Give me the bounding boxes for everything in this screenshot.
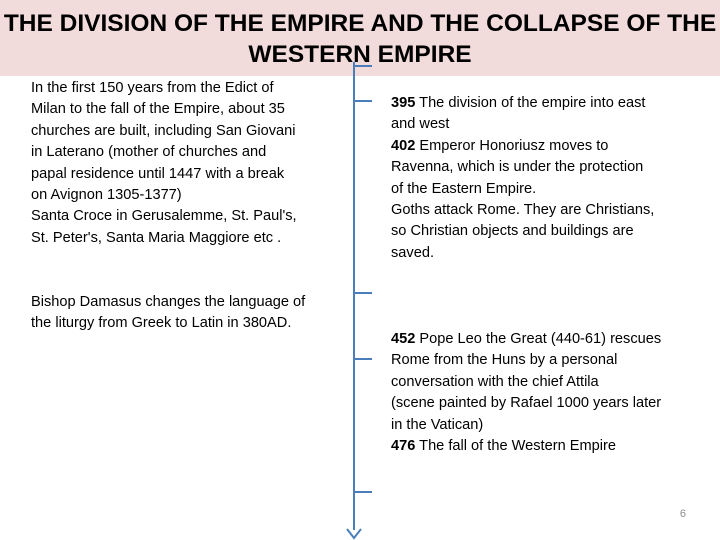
event-452-cont: Rome from the Huns by a personal <box>391 352 618 369</box>
event-402-cont: of the Eastern Empire. <box>391 180 537 197</box>
left-line: papal residence until 1447 with a break <box>31 165 285 182</box>
year-395: 395 <box>391 95 416 111</box>
left-line: Bishop Damasus changes the language of <box>31 294 306 311</box>
left-line: St. Peter's, Santa Maria Maggiore etc . <box>31 229 282 246</box>
event-395-cont: and west <box>391 116 450 133</box>
left-line: Milan to the fall of the Empire, about 35 <box>31 101 285 118</box>
left-line: Santa Croce in Gerusalemme, St. Paul's, <box>31 208 297 225</box>
events-block-2 <box>391 329 701 457</box>
event-452-cont: conversation with the chief Attila <box>391 373 599 390</box>
events-block-1 <box>391 93 701 264</box>
rafael-line: (scene painted by Rafael 1000 years later <box>391 395 662 412</box>
goths-line: Goths attack Rome. They are Christians, <box>391 202 655 219</box>
event-402: 402 Emperor Honoriusz moves to <box>391 137 609 154</box>
event-395: 395 The division of the empire into east <box>391 95 646 111</box>
year-452: 452 <box>391 331 416 347</box>
goths-line: saved. <box>391 244 434 261</box>
event-402-cont: Ravenna, which is under the protection <box>391 159 644 176</box>
event-476: 476 The fall of the Western Empire <box>391 438 616 455</box>
goths-line: so Christian objects and buildings are <box>391 223 634 240</box>
timeline-arrowhead <box>347 529 361 538</box>
left-line: In the first 150 years from the Edict of <box>31 80 274 96</box>
rafael-line: in the Vatican) <box>391 416 484 433</box>
left-line: the liturgy from Greek to Latin in 380AD. <box>31 315 292 332</box>
left-line: on Avignon 1305-1377) <box>31 187 182 204</box>
left-column <box>31 78 341 335</box>
page-number: 6 <box>679 508 686 520</box>
year-402: 402 <box>391 137 416 154</box>
slide-title: THE DIVISION OF THE EMPIRE AND THE COLLAPSE OF THE WESTERN EMPIRE <box>3 10 717 68</box>
year-476: 476 <box>391 438 416 455</box>
event-452: 452 Pope Leo the Great (440-61) rescues <box>391 331 662 347</box>
left-line: churches are built, including San Giovani <box>31 122 296 139</box>
left-line: in Laterano (mother of churches and <box>31 144 267 161</box>
